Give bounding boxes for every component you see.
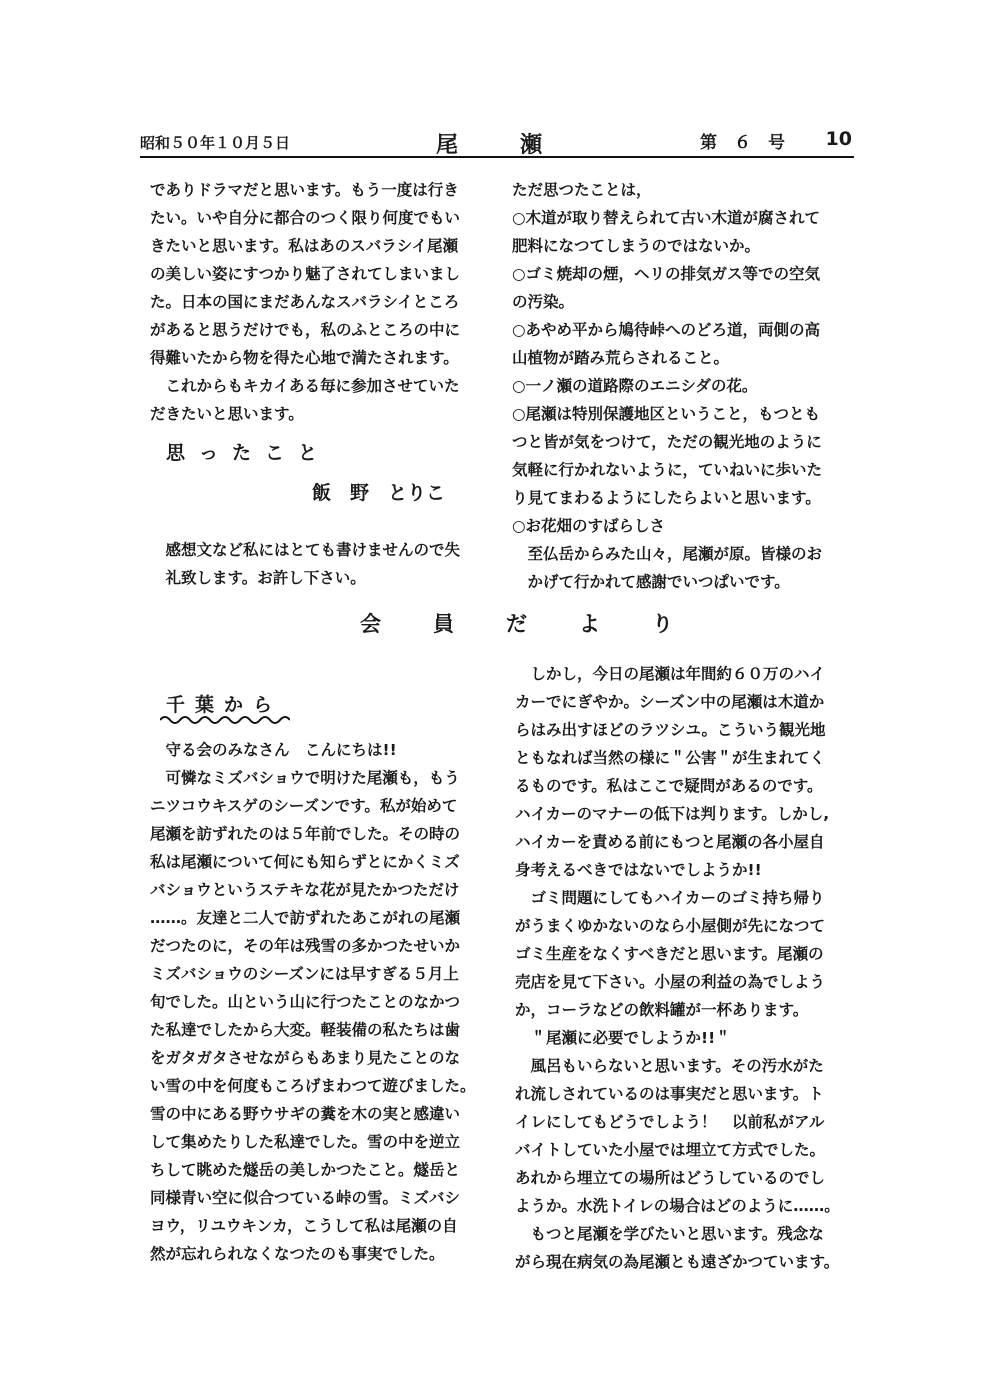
text-line: ゴミ問題にしてもハイカーのゴミ持ち帰り <box>515 889 825 907</box>
bottom-right-column <box>515 660 855 1276</box>
text-line: 同様青い空に似合つている峠の雪。ミズバシ <box>150 1189 461 1207</box>
text-line: 山植物が踏み荒らされること。 <box>512 349 730 367</box>
newsletter-title-2: 瀬 <box>520 133 543 158</box>
text-line: ハイカーを責める前にもつと尾瀬の各小屋自 <box>515 833 825 851</box>
text-line: 感想文など私にはとても書けませんので失 <box>150 541 461 559</box>
essay-closing <box>150 536 490 592</box>
text-line: か，コーラなどの飲料罐が一杯あります。 <box>515 1001 809 1019</box>
page-header <box>140 128 852 158</box>
subsection-title: 千葉から <box>166 694 283 716</box>
text-line: た。日本の国にまだあんなスバラシイところ <box>150 293 460 311</box>
text-line: 雪の中にある野ウサギの糞を木の実と感違い <box>150 1105 461 1123</box>
text-line: ミズバショウのシーズンには早すぎる５月上 <box>150 965 459 983</box>
text-line: 売店を見て下さい。小屋の利益の為でしよう <box>515 973 826 991</box>
issue-number: 第 ６ 号 <box>700 133 785 153</box>
text-line: がうまくゆかないのなら小屋側が先になつて <box>515 917 826 935</box>
text-line: きたいと思います。私はあのスバラシイ尾瀬 <box>150 237 458 255</box>
text-line: ニツコウキスゲのシーズンです。私が始めて <box>150 797 458 815</box>
text-line: イレにしてもどうでしよう！ 以前私がアル <box>515 1113 825 1131</box>
text-line: るものです。私はここで疑問があるのです。 <box>515 777 823 795</box>
text-line: い雪の中を何度もころげまわつて遊びました。 <box>150 1077 476 1095</box>
text-line: ○お花畑のすばらしさ <box>512 517 666 535</box>
text-line: 風呂もいらないと思います。その汚水がた <box>515 1057 824 1075</box>
text-line: 礼致します。お許し下さい。 <box>150 569 366 587</box>
text-line: をガタガタさせながらもあまり見たことのな <box>150 1049 461 1067</box>
text-line: 得難いたから物を得た心地で満たされます。 <box>150 349 459 367</box>
essay-author: 飯 野 とりこ <box>312 482 446 504</box>
text-line: バショウというステキな花が見たかつただけ <box>150 881 460 899</box>
text-line: ○木道が取り替えられて古い木道が腐されて <box>512 209 821 227</box>
text-line: だつたのに，その年は残雪の多かつたせいか <box>150 937 461 955</box>
text-line: ゴミ生産をなくすべきだと思います。尾瀬の <box>515 945 824 963</box>
text-line: 然が忘れられなくなつたのも事実でした。 <box>150 1245 445 1263</box>
essay-title: 思ったこと <box>166 442 332 464</box>
text-line: た私達でしたから大変。軽装備の私たちは歯 <box>150 1021 461 1039</box>
text-line: らはみ出すほどのラツシユ。こういう観光地 <box>515 721 826 739</box>
text-line: ただ思つたことは， <box>512 181 652 199</box>
text-line: しかし，今日の尾瀬は年間約６０万のハイ <box>515 665 826 683</box>
section-title: 会員だより <box>360 612 725 636</box>
text-line: ○尾瀬は特別保護地区ということ，もつとも <box>512 405 821 423</box>
text-line: ようか。水洗トイレの場合はどのように……。 <box>515 1197 840 1215</box>
text-line: つと皆が気をつけて，ただの観光地のように <box>512 433 822 451</box>
text-line: バイトしていた小屋では埋立て方式でした。 <box>515 1141 826 1159</box>
text-line: 気軽に行かれないように，ていねいに歩いた <box>512 461 823 479</box>
top-left-column <box>150 176 490 428</box>
text-line: かげて行かれて感謝でいつぱいです。 <box>512 573 790 591</box>
issue-date: 昭和５０年１０月５日 <box>140 134 291 152</box>
text-line: 旬でした。山という山に行つたことのなかつ <box>150 993 461 1011</box>
text-line: 可憐なミズバショウで明けた尾瀬も，もう <box>150 769 460 787</box>
text-line: があると思うだけでも，私のふところの中に <box>150 321 461 339</box>
text-line: これからもキカイある毎に参加させていた <box>150 377 460 395</box>
top-right-column <box>512 176 852 596</box>
wavy-underline <box>160 714 290 726</box>
text-line: 守る会のみなさん こんにちは!! <box>150 741 397 759</box>
text-line: れ流しされているのは事実だと思います。ト <box>515 1085 824 1103</box>
text-line: ○あやめ平から鳩待峠へのどろ道，両側の高 <box>512 321 821 339</box>
text-line: ヨウ，リユウキンカ，こうして私は尾瀬の自 <box>150 1217 458 1235</box>
text-line: 尾瀬を訪ずれたのは５年前でした。その時の <box>150 825 461 843</box>
text-line: がら現在病気の為尾瀬とも遠ざかつています。 <box>515 1253 840 1271</box>
text-line: して集めたりした私達でした。雪の中を逆立 <box>150 1133 461 1151</box>
text-line: 肥料になつてしまうのではないか。 <box>512 237 761 255</box>
text-line: ハイカーのマナーの低下は判ります。しかし, <box>515 805 830 823</box>
text-line: り見てまわるようにしたらよいと思います。 <box>512 489 821 507</box>
text-line: の汚染。 <box>512 293 575 311</box>
text-line: もつと尾瀬を学びたいと思います。残念な <box>515 1225 824 1243</box>
text-line: ○ゴミ焼却の煙，ヘリの排気ガス等での空気 <box>512 265 821 283</box>
text-line: ＂尾瀬に必要でしようか!!＂ <box>515 1029 731 1047</box>
text-line: の美しい姿にすつかり魅了されてしまいまし <box>150 265 461 283</box>
bottom-left-column <box>150 736 490 1268</box>
newsletter-title-1: 尾 <box>436 133 459 158</box>
text-line: あれから埋立ての場所はどうしているのでし <box>515 1169 826 1187</box>
text-line: カーでにぎやか。シーズン中の尾瀬は木道か <box>515 693 825 711</box>
text-line: ちして眺めた燧岳の美しかつたこと。燧岳と <box>150 1161 461 1179</box>
text-line: ○一ノ瀬の道路際のエニシダの花。 <box>512 377 758 395</box>
text-line: 身考えるべきではないでしようか!! <box>515 861 762 879</box>
text-line: 至仏岳からみた山々，尾瀬が原。皆様のお <box>512 545 823 563</box>
text-line: たい。いや自分に都合のつく限り何度でもい <box>150 209 461 227</box>
text-line: だきたいと思います。 <box>150 405 304 423</box>
text-line: 私は尾瀬について何にも知らずとにかくミズ <box>150 853 460 871</box>
text-line: ……。友達と二人で訪ずれたあこがれの尾瀬 <box>150 909 461 927</box>
text-line: でありドラマだと思います。もう一度は行き <box>150 181 459 199</box>
text-line: ともなれば当然の様に＂公害＂が生まれてく <box>515 749 826 767</box>
page-number: 10 <box>825 128 852 150</box>
header-rule <box>140 156 854 158</box>
